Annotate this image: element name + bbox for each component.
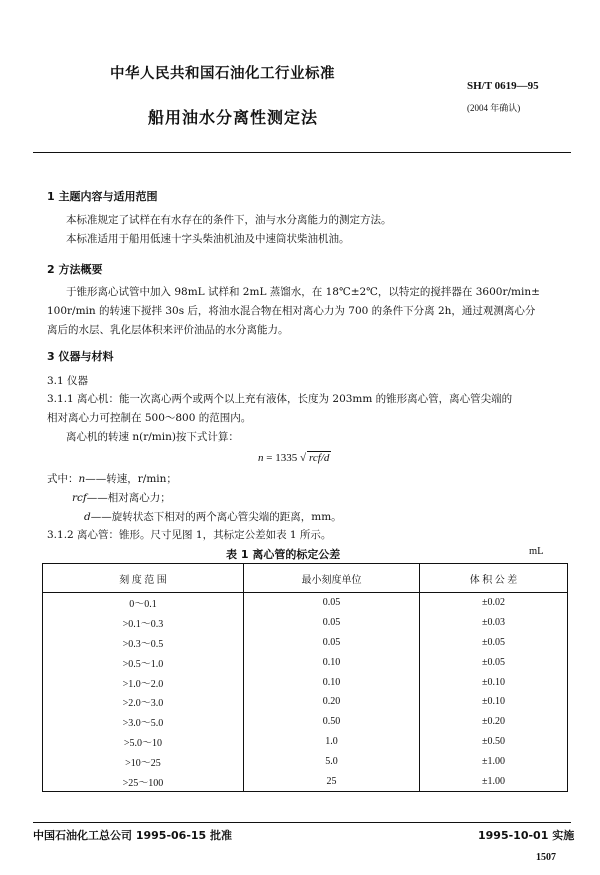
confirmation-note: (2004 年确认) bbox=[467, 103, 521, 113]
header-rule bbox=[33, 152, 571, 153]
section-2-line-2: 100r/min 的转速下搅拌 30s 后，将油水混合物在相对离心力为 700 的条件下分离 2h，通过观测离心分 bbox=[47, 305, 536, 317]
tolerance-table bbox=[42, 563, 568, 792]
cell-min-unit: 0.05 bbox=[244, 593, 420, 613]
cell-tolerance: ±0.50 bbox=[482, 735, 505, 747]
table-row bbox=[43, 613, 568, 633]
table-row bbox=[43, 732, 568, 752]
speed-formula bbox=[258, 451, 331, 464]
para-3-1-2: 3.1.2 离心管：锥形。尺寸见图 1，其标定公差如表 1 所示。 bbox=[47, 529, 332, 541]
speed-formula-intro: 离心机的转速 n(r/min)按下式计算： bbox=[66, 431, 239, 443]
standard-org-title: 中华人民共和国石油化工行业标准 bbox=[110, 66, 335, 82]
cell-tolerance: ±0.05 bbox=[482, 636, 505, 648]
table-row bbox=[43, 692, 568, 712]
cell-range: >5.0～10 bbox=[43, 732, 244, 752]
cell-min-unit: 0.05 bbox=[244, 613, 420, 633]
cell-min-unit: 1.0 bbox=[244, 732, 420, 752]
cell-tolerance: ±0.20 bbox=[482, 716, 505, 728]
section-3-heading: 3 仪器与材料 bbox=[47, 350, 114, 363]
cell-min-unit: 0.10 bbox=[244, 652, 420, 672]
cell-tolerance: ±1.00 bbox=[482, 755, 505, 767]
cell-tolerance: ±1.00 bbox=[482, 775, 505, 787]
para-3-1-1-line-1: 3.1.1 离心机：能一次离心两个或两个以上充有液体，长度为 203mm 的锥形离心管，离心管尖端的 bbox=[47, 393, 513, 405]
implementation-date: 1995-10-01 实施 bbox=[478, 829, 575, 842]
where-line-d bbox=[84, 508, 342, 527]
header-tolerance: 体 积 公 差 bbox=[420, 564, 568, 593]
section-1-line-2: 本标准适用于船用低速十字头柴油机油及中速筒状柴油机油。 bbox=[66, 233, 350, 245]
cell-range: >0.1～0.3 bbox=[43, 613, 244, 633]
footer-rule bbox=[33, 822, 571, 823]
page-number: 1507 bbox=[536, 852, 556, 863]
cell-range: >25～100 bbox=[43, 771, 244, 791]
para-3-1-1-line-2: 相对离心力可控制在 500～800 的范围内。 bbox=[47, 412, 252, 424]
header-range: 刻 度 范 围 bbox=[43, 564, 244, 593]
cell-range: 0～0.1 bbox=[43, 593, 244, 613]
cell-min-unit: 0.05 bbox=[244, 633, 420, 653]
where-symbol-d: d bbox=[84, 511, 91, 523]
approval-info: 中国石油化工总公司 1995-06-15 批准 bbox=[33, 829, 233, 842]
table-row bbox=[43, 633, 568, 653]
table-row bbox=[43, 672, 568, 692]
cell-tolerance: ±0.10 bbox=[482, 696, 505, 708]
table-row bbox=[43, 593, 568, 613]
table-row bbox=[43, 652, 568, 672]
cell-min-unit: 0.50 bbox=[244, 712, 420, 732]
where-label: 式中： bbox=[47, 473, 79, 485]
cell-tolerance: ±0.03 bbox=[482, 617, 505, 629]
section-1-heading: 1 主题内容与适用范围 bbox=[47, 190, 158, 203]
section-2-line-1: 于锥形离心试管中加入 98mL 试样和 2mL 蒸馏水，在 18℃±2℃，以特定的搅拌器在 3600r/min± bbox=[66, 286, 540, 298]
table-row bbox=[43, 712, 568, 732]
formula-radicand: rcf/d bbox=[309, 452, 330, 464]
where-desc-n: ——转速，r/min； bbox=[85, 473, 177, 485]
where-line-rcf bbox=[72, 489, 171, 508]
header-min-unit: 最小刻度单位 bbox=[244, 564, 420, 593]
cell-tolerance: ±0.02 bbox=[482, 597, 505, 609]
cell-min-unit: 25 bbox=[244, 771, 420, 791]
sqrt-icon: √ bbox=[299, 452, 307, 464]
cell-tolerance: ±0.10 bbox=[482, 676, 505, 688]
where-line-n bbox=[47, 470, 177, 489]
cell-range: >2.0～3.0 bbox=[43, 692, 244, 712]
where-symbol-n: n bbox=[78, 473, 86, 485]
formula-equals: = bbox=[266, 452, 273, 464]
table-header-row bbox=[43, 564, 568, 593]
where-desc-d: ——旋转状态下相对的两个离心管尖端的距离，mm。 bbox=[90, 511, 342, 523]
section-2-heading: 2 方法概要 bbox=[47, 263, 103, 276]
where-symbol-rcf: rcf bbox=[72, 492, 87, 504]
cell-range: >0.5～1.0 bbox=[43, 652, 244, 672]
cell-min-unit: 5.0 bbox=[244, 751, 420, 771]
where-desc-rcf: ——相对离心力； bbox=[86, 492, 171, 504]
cell-range: >3.0～5.0 bbox=[43, 712, 244, 732]
standard-number: SH/T 0619—95 bbox=[467, 80, 539, 92]
subsection-3-1: 3.1 仪器 bbox=[47, 375, 89, 387]
cell-range: >10～25 bbox=[43, 751, 244, 771]
table-row bbox=[43, 751, 568, 771]
formula-coefficient: 1335 bbox=[275, 452, 298, 464]
cell-range: >1.0～2.0 bbox=[43, 672, 244, 692]
section-1-line-1: 本标准规定了试样在有水存在的条件下，油与水分离能力的测定方法。 bbox=[66, 214, 392, 226]
cell-min-unit: 0.10 bbox=[244, 672, 420, 692]
cell-range: >0.3～0.5 bbox=[43, 633, 244, 653]
table-unit: mL bbox=[529, 546, 544, 557]
section-2-line-3: 离后的水层、乳化层体积来评价油品的水分离能力。 bbox=[47, 324, 289, 336]
formula-lhs: n bbox=[258, 452, 264, 464]
cell-min-unit: 0.20 bbox=[244, 692, 420, 712]
table-row bbox=[43, 771, 568, 791]
table-caption: 表 1 离心管的标定公差 bbox=[226, 548, 341, 561]
cell-tolerance: ±0.05 bbox=[482, 656, 505, 668]
document-title: 船用油水分离性测定法 bbox=[148, 108, 319, 127]
